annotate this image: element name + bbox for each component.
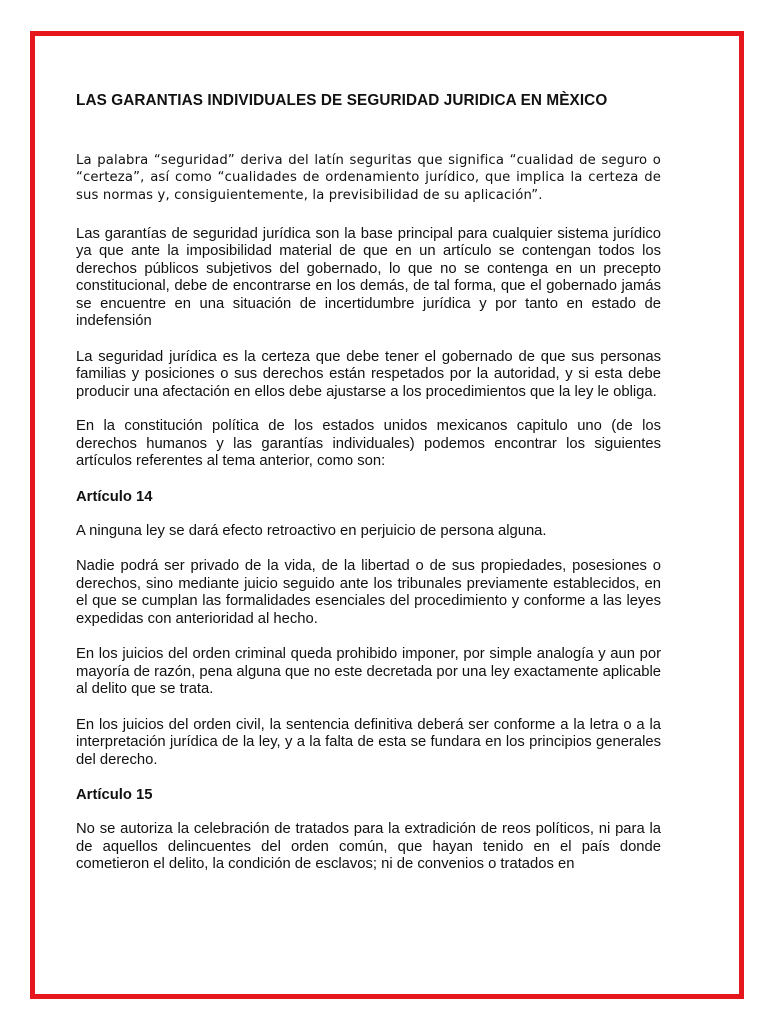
intro-paragraph: La palabra “seguridad” deriva del latín seguritas que significa “cualidad de seguro o “certeza”, así como “cualidades de ordenamiento jurídico, que implica la certeza de sus normas y, consiguientemente, la previsibilidad de su aplicación”. — [76, 153, 661, 203]
article-14-heading: Artículo 14 — [76, 488, 153, 505]
paragraph: En la constitución política de los estados unidos mexicanos capitulo uno (de los derechos humanos y las garantías individuales) podemos encontrar los siguientes artículos referentes al tema anterior, como son: — [76, 418, 661, 470]
paragraph: No se autoriza la celebración de tratados para la extradición de reos políticos, ni para la de aquellos delincuentes del orden común, que hayan tenido en el país donde cometieron el delito, la condición de esclavos; ni de convenios o tratados en — [76, 821, 661, 873]
paragraph: En los juicios del orden civil, la sentencia definitiva deberá ser conforme a la letra o a la interpretación jurídica de la ley, y a la falta de esta se fundara en los principios generales del derecho. — [76, 716, 661, 768]
document-title: LAS GARANTIAS INDIVIDUALES DE SEGURIDAD JURIDICA EN MÈXICO — [76, 92, 608, 109]
paragraph: Las garantías de seguridad jurídica son la base principal para cualquier sistema jurídico ya que ante la imposibilidad material de que en un artículo se contengan todos los derechos públicos subjetivos del gobernado, lo que no se contenga en un precepto constitucional, debe de encontrarse en los demás, de tal forma, que el gobernado jamás se encuentre en una situación de incertidumbre jurídica y por tanto en estado de indefensión — [76, 225, 661, 330]
paragraph: La seguridad jurídica es la certeza que debe tener el gobernado de que sus personas familias y posiciones o sus derechos están respetados por la autoridad, y si esta debe producir una afectación en ellos debe ajustarse a los procedimientos que la ley le obliga. — [76, 348, 661, 400]
article-15-heading: Artículo 15 — [76, 787, 153, 804]
paragraph: A ninguna ley se dará efecto retroactivo en perjuicio de persona alguna. — [76, 522, 547, 539]
document-body — [76, 60, 661, 874]
paragraph: En los juicios del orden criminal queda prohibido imponer, por simple analogía y aun por mayoría de razón, pena alguna que no este decretada por una ley exactamente aplicable al delito que se trata. — [76, 646, 661, 698]
paragraph: Nadie podrá ser privado de la vida, de la libertad o de sus propiedades, posesiones o derechos, sino mediante juicio seguido ante los tribunales previamente establecidos, en el que se cumplan las formalidades esenciales del procedimiento y conforme a las leyes expedidas con anterioridad al hecho. — [76, 558, 661, 627]
